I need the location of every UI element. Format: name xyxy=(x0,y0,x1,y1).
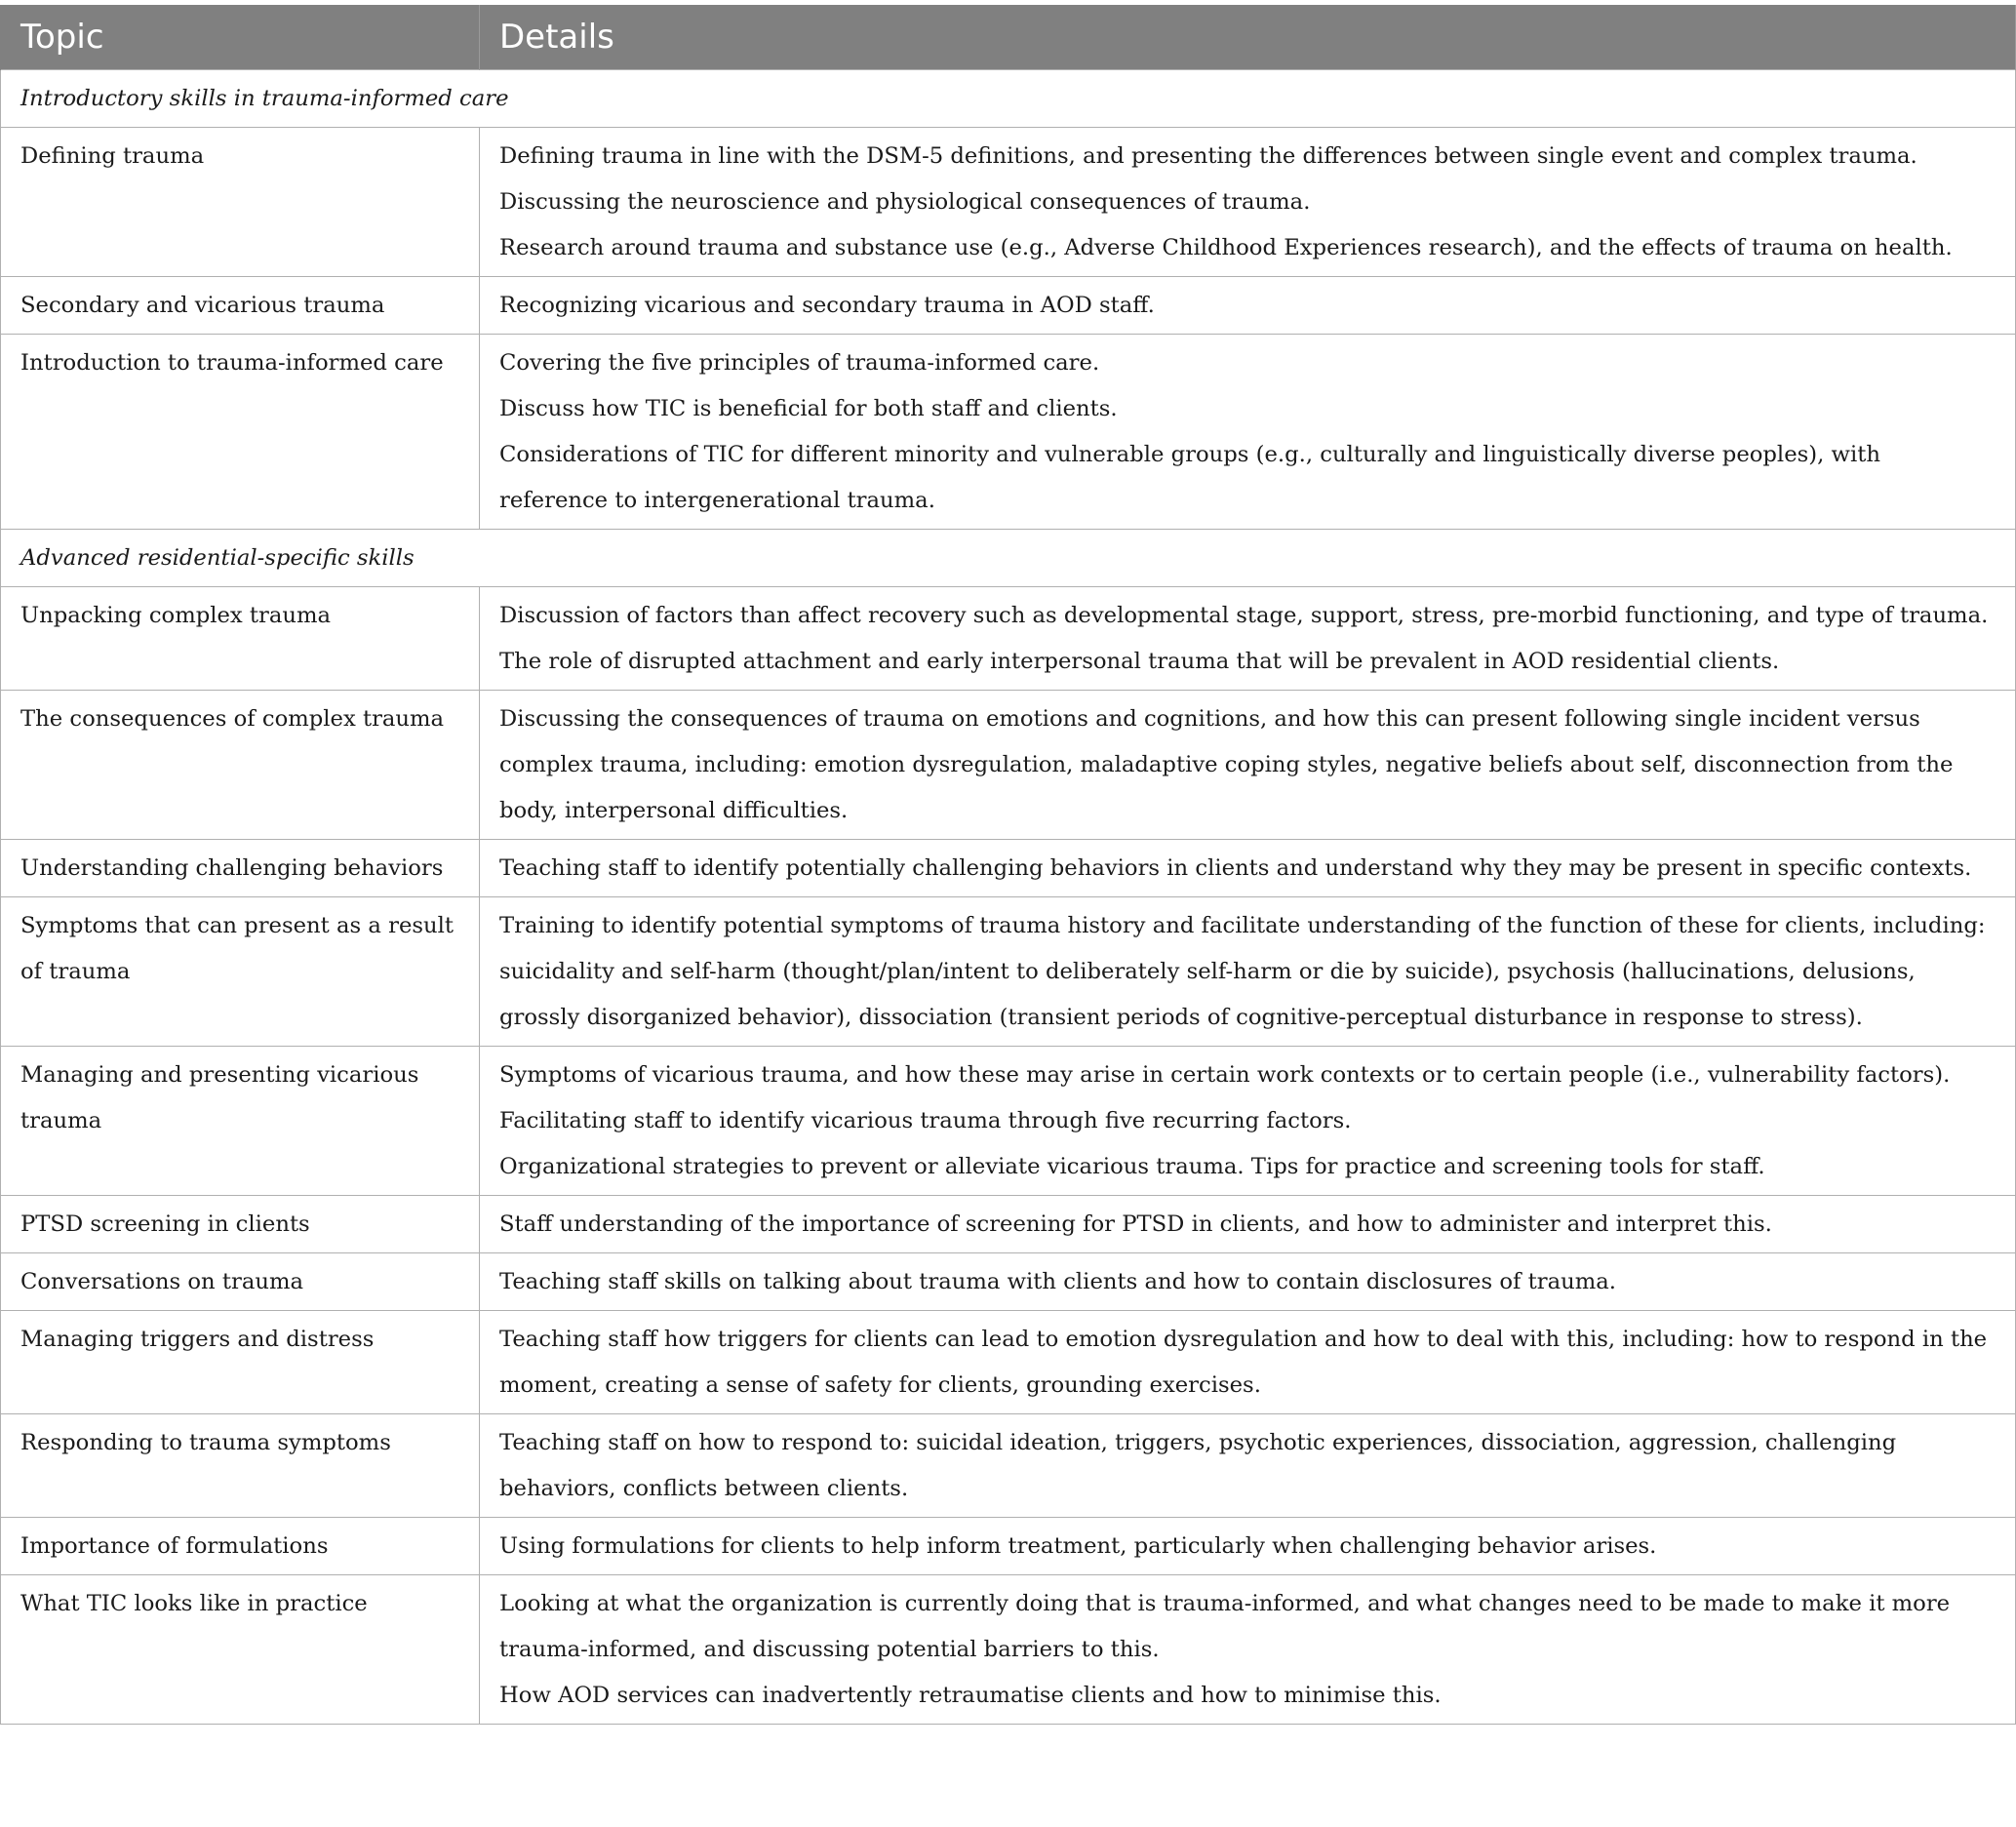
table-row xyxy=(1,1518,2016,1575)
details-cell xyxy=(480,1253,2016,1311)
details-cell xyxy=(480,1414,2016,1518)
table-row xyxy=(1,335,2016,530)
table-row xyxy=(1,277,2016,335)
topic-cell: Secondary and vicarious trauma xyxy=(1,277,480,335)
detail-line: Teaching staff how triggers for clients can lead to emotion dysregulation and how to deal with this, including: how to respond in the moment, creating a sense of safety for clients, grounding exercises. xyxy=(499,1327,1988,1398)
details-cell xyxy=(480,897,2016,1047)
topic-cell: Responding to trauma symptoms xyxy=(1,1414,480,1518)
table-row xyxy=(1,128,2016,277)
table-row xyxy=(1,1311,2016,1414)
details-cell xyxy=(480,1518,2016,1575)
table-row xyxy=(1,587,2016,691)
detail-line: Symptoms of vicarious trauma, and how these may arise in certain work contexts or to certain people (i.e., vulnerability factors). xyxy=(499,1062,1951,1088)
section-heading: Introductory skills in trauma-informed care xyxy=(1,70,2016,128)
table-row xyxy=(1,840,2016,897)
topic-cell: Importance of formulations xyxy=(1,1518,480,1575)
detail-line: Using formulations for clients to help inform treatment, particularly when challenging behavior arises. xyxy=(499,1533,1657,1559)
header-row xyxy=(1,5,2016,70)
topic-cell: Understanding challenging behaviors xyxy=(1,840,480,897)
column-header-topic: Topic xyxy=(1,5,480,70)
topic-cell: Introduction to trauma-informed care xyxy=(1,335,480,530)
topic-cell: Conversations on trauma xyxy=(1,1253,480,1311)
detail-line: Organizational strategies to prevent or alleviate vicarious trauma. Tips for practice and screening tools for staff. xyxy=(499,1154,1765,1179)
topics-table xyxy=(0,5,2016,1725)
table-row xyxy=(1,1047,2016,1196)
detail-line: Teaching staff skills on talking about trauma with clients and how to contain disclosures of trauma. xyxy=(499,1269,1616,1294)
detail-line: Discussing the consequences of trauma on emotions and cognitions, and how this can present following single incident versus complex trauma, including: emotion dysregulation, maladaptive coping styles, negative beliefs about self, disconnection from the body, interpersonal difficulties. xyxy=(499,706,1954,823)
details-cell xyxy=(480,1047,2016,1196)
detail-line: Defining trauma in line with the DSM-5 definitions, and presenting the differences between single event and complex trauma. xyxy=(499,143,1917,169)
details-cell xyxy=(480,1311,2016,1414)
detail-line: Training to identify potential symptoms of trauma history and facilitate understanding of the function of these for clients, including: suicidality and self-harm (thought/plan/intent to deliberately self-harm or die by suicide), psychosis (hallucinations, delusions, grossly disorganized behavior), dissociation (transient periods of cognitive-perceptual disturbance in response to stress). xyxy=(499,913,1986,1030)
column-header-details: Details xyxy=(480,5,2016,70)
detail-line: Recognizing vicarious and secondary trauma in AOD staff. xyxy=(499,293,1155,318)
table-row xyxy=(1,897,2016,1047)
topic-cell: Unpacking complex trauma xyxy=(1,587,480,691)
detail-line: Facilitating staff to identify vicarious trauma through five recurring factors. xyxy=(499,1108,1352,1133)
table-row xyxy=(1,1575,2016,1725)
details-cell xyxy=(480,128,2016,277)
details-cell xyxy=(480,691,2016,840)
topic-cell: PTSD screening in clients xyxy=(1,1196,480,1253)
details-cell xyxy=(480,277,2016,335)
section-row xyxy=(1,530,2016,587)
topic-cell: Symptoms that can present as a result of trauma xyxy=(1,897,480,1047)
detail-line: Considerations of TIC for different minority and vulnerable groups (e.g., culturally and linguistically diverse peoples), with reference to intergenerational trauma. xyxy=(499,442,1880,513)
section-heading: Advanced residential-specific skills xyxy=(1,530,2016,587)
detail-line: Research around trauma and substance use (e.g., Adverse Childhood Experiences research), and the effects of trauma on health. xyxy=(499,235,1953,260)
topic-cell: Managing and presenting vicarious trauma xyxy=(1,1047,480,1196)
topic-cell: Defining trauma xyxy=(1,128,480,277)
detail-line: Covering the five principles of trauma-informed care. xyxy=(499,350,1100,376)
detail-line: Discuss how TIC is beneficial for both staff and clients. xyxy=(499,396,1118,421)
detail-line: Staff understanding of the importance of screening for PTSD in clients, and how to administer and interpret this. xyxy=(499,1211,1772,1237)
detail-line: Looking at what the organization is currently doing that is trauma-informed, and what changes need to be made to make it more trauma-informed, and discussing potential barriers to this. xyxy=(499,1591,1951,1662)
detail-line: How AOD services can inadvertently retraumatise clients and how to minimise this. xyxy=(499,1683,1442,1708)
topic-cell: What TIC looks like in practice xyxy=(1,1575,480,1725)
details-cell xyxy=(480,1196,2016,1253)
details-cell xyxy=(480,840,2016,897)
topic-cell: Managing triggers and distress xyxy=(1,1311,480,1414)
table-row xyxy=(1,1196,2016,1253)
detail-line: Discussion of factors than affect recovery such as developmental stage, support, stress, pre-morbid functioning, and type of trauma. xyxy=(499,603,1989,628)
section-row xyxy=(1,70,2016,128)
table-body xyxy=(1,70,2016,1725)
detail-line: Teaching staff on how to respond to: suicidal ideation, triggers, psychotic experiences, dissociation, aggression, challenging behaviors, conflicts between clients. xyxy=(499,1430,1897,1501)
table-row xyxy=(1,1253,2016,1311)
topic-cell: The consequences of complex trauma xyxy=(1,691,480,840)
detail-line: Discussing the neuroscience and physiological consequences of trauma. xyxy=(499,189,1311,215)
table-row xyxy=(1,1414,2016,1518)
details-cell xyxy=(480,587,2016,691)
detail-line: The role of disrupted attachment and early interpersonal trauma that will be prevalent in AOD residential clients. xyxy=(499,649,1780,674)
details-cell xyxy=(480,335,2016,530)
detail-line: Teaching staff to identify potentially challenging behaviors in clients and understand why they may be present in specific contexts. xyxy=(499,855,1972,881)
details-cell xyxy=(480,1575,2016,1725)
table-row xyxy=(1,691,2016,840)
